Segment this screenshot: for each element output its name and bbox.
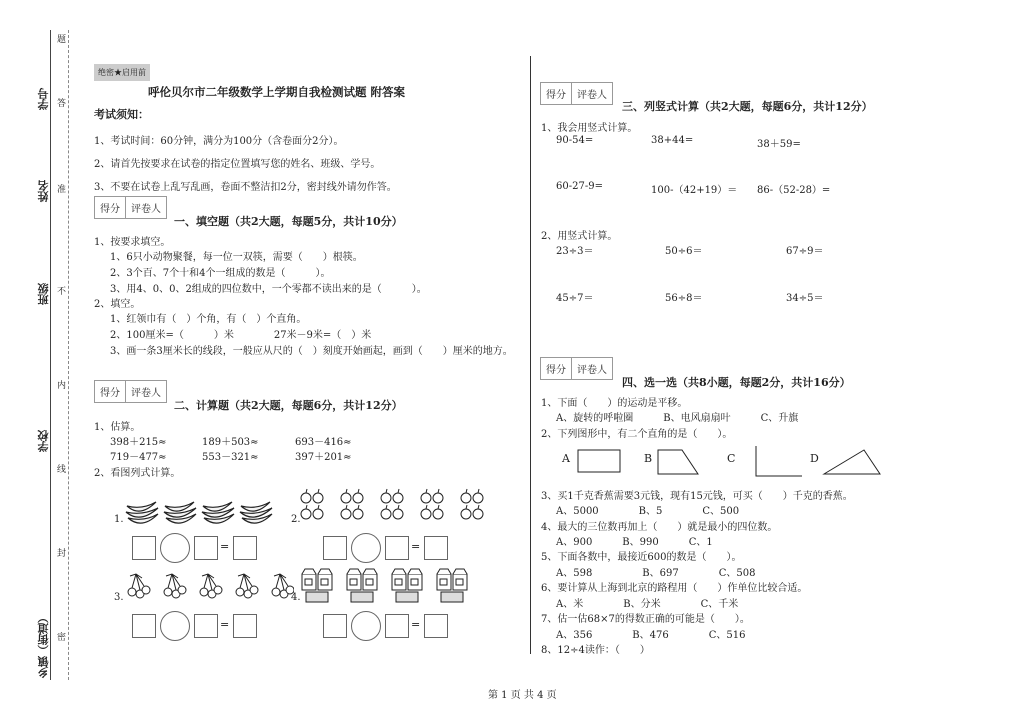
vertical-calc-item: 56÷8＝ <box>665 293 703 304</box>
section3-q1: 1、我会用竖式计算。 <box>541 123 638 134</box>
answer-box[interactable] <box>132 614 156 638</box>
section1-line: 2、3个百、7个十和4个一组成的数是（ ）。 <box>110 268 331 279</box>
notice-title: 考试须知： <box>94 108 149 121</box>
seal-char: 题 <box>55 34 65 43</box>
section1-line: 2、填空。 <box>94 299 141 310</box>
rectangle-shape <box>578 450 620 472</box>
binding-line <box>50 30 51 680</box>
section3-q2: 2、用竖式计算。 <box>541 231 618 242</box>
section3-heading: 三、列竖式计算（共2大题，每题6分，共计12分） <box>622 100 873 113</box>
problem-number: 3. <box>114 592 124 603</box>
section4-line: 8、12÷4读作：（ ） <box>541 645 650 656</box>
section1-line: 1、红领巾有（ ）个角，有（ ）个直角。 <box>110 314 307 325</box>
shapes-picture <box>574 446 884 482</box>
seal-char: 线 <box>55 464 65 473</box>
answer-box[interactable] <box>323 536 347 560</box>
section4-line: A、356 B、476 C、516 <box>556 630 746 641</box>
section4-line: A、米 B、分米 C、千米 <box>556 599 739 610</box>
section1-line: 2、100厘米=（ ）米 27米－9米=（ ）米 <box>110 330 372 341</box>
vertical-calc-item: 38+44= <box>651 135 694 146</box>
cherries-picture <box>122 572 294 606</box>
notice-item: 1、考试时间：60分钟，满分为100分（含卷面分2分）。 <box>94 136 344 147</box>
equals-sign: = <box>411 618 421 631</box>
milk-boxes-picture <box>300 566 478 606</box>
banana-bunches-picture <box>122 494 274 528</box>
answer-box[interactable] <box>194 614 218 638</box>
answer-box[interactable] <box>233 614 257 638</box>
answer-box[interactable] <box>424 536 448 560</box>
section4-heading: 四、选一选（共8小题，每题2分，共计16分） <box>622 376 851 389</box>
answer-box[interactable] <box>385 614 409 638</box>
vertical-calc-item: 38＋59= <box>757 139 801 150</box>
section4-line: 3、买1千克香蕉需要3元钱，现有15元钱，可买（ ）千克的香蕉。 <box>541 491 853 502</box>
section1-line: 3、画一条3厘米长的线段，一般应从尺的（ ）刻度开始画起，画到（ ）厘米的地方。 <box>110 346 513 357</box>
seal-char: 封 <box>55 548 65 557</box>
operator-circle[interactable] <box>160 533 190 563</box>
vertical-calc-item: 86-（52-28）= <box>757 185 831 196</box>
estimate-item: 553－321≈ <box>202 452 259 463</box>
seal-char: 密 <box>55 632 65 641</box>
vertical-calc-item: 50÷6＝ <box>665 246 703 257</box>
answer-box[interactable] <box>385 536 409 560</box>
estimate-item: 398＋215≈ <box>110 437 167 448</box>
section2-heading: 二、计算题（共2大题，每题6分，共计12分） <box>174 399 403 412</box>
equals-sign: = <box>411 540 421 553</box>
section4-line: 6、要计算从上海到北京的路程用（ ）作单位比较合适。 <box>541 583 808 594</box>
section1-line: 1、6只小动物聚餐，每一位一双筷，需要（ ）根筷。 <box>110 252 363 263</box>
vertical-calc-item: 23÷3＝ <box>556 246 594 257</box>
notice-item: 2、请首先按要求在试卷的指定位置填写您的姓名、班级、学号。 <box>94 159 381 170</box>
section4-line: A、旋转的呼啦圈 B、电风扇扇叶 C、升旗 <box>556 413 799 424</box>
seal-char: 答 <box>55 98 65 107</box>
equals-sign: = <box>220 618 230 631</box>
section4-line: A、5000 B、5 C、500 <box>556 506 740 517</box>
score-box: 得分 评卷人 <box>540 82 613 105</box>
answer-box[interactable] <box>194 536 218 560</box>
section2-q1: 1、估算。 <box>94 422 141 433</box>
vertical-calc-item: 67÷9＝ <box>786 246 824 257</box>
problem-number: 2. <box>291 514 301 525</box>
estimate-item: 189＋503≈ <box>202 437 259 448</box>
margin-label-student-id: 学号 <box>37 88 50 110</box>
shape-label: C <box>727 452 736 465</box>
section4-line: 1、下面（ ）的运动是平移。 <box>541 398 688 409</box>
vertical-calc-item: 90-54= <box>556 135 594 146</box>
operator-circle[interactable] <box>351 611 381 641</box>
section1-line: 1、按要求填空。 <box>94 237 171 248</box>
seal-char: 不 <box>55 286 65 295</box>
margin-label-class: 班级 <box>37 283 50 305</box>
section4-line: A、598 B、697 C、508 <box>556 568 756 579</box>
column-divider <box>530 56 531 654</box>
margin-label-name: 姓名 <box>37 180 50 202</box>
shape-label: B <box>644 452 653 465</box>
answer-box[interactable] <box>323 614 347 638</box>
estimate-item: 693－416≈ <box>295 437 352 448</box>
estimate-item: 397＋201≈ <box>295 452 352 463</box>
answer-box[interactable] <box>233 536 257 560</box>
section4-line: 2、下列图形中，有二个直角的是（ ）。 <box>541 429 733 440</box>
margin-label-town: 乡镇（街道） <box>37 612 50 678</box>
section4-line: 7、估一估68×7的得数正确的可能是（ ）。 <box>541 614 750 625</box>
answer-box[interactable] <box>424 614 448 638</box>
answer-box[interactable] <box>132 536 156 560</box>
section4-line: 5、下面各数中，最接近600的数是（ ）。 <box>541 552 742 563</box>
score-box: 得分 评卷人 <box>94 196 167 219</box>
seal-char: 内 <box>55 380 65 389</box>
seal-char: 准 <box>55 184 65 193</box>
triangle-shape <box>824 450 880 474</box>
margin-label-school: 学校 <box>37 430 50 452</box>
right-angle-shape <box>756 446 802 476</box>
section4-line: A、900 B、990 C、1 <box>556 537 713 548</box>
problem-number: 4. <box>291 592 301 603</box>
vertical-calc-item: 60-27-9= <box>556 181 603 192</box>
apples-picture <box>300 486 496 528</box>
estimate-item: 719－477≈ <box>110 452 167 463</box>
vertical-calc-item: 45÷7＝ <box>556 293 594 304</box>
section4-line: 4、最大的三位数再加上（ ）就是最小的四位数。 <box>541 522 778 533</box>
vertical-calc-item: 34÷5＝ <box>786 293 824 304</box>
section2-q2: 2、看图列式计算。 <box>94 468 181 479</box>
operator-circle[interactable] <box>160 611 190 641</box>
shape-label: A <box>562 452 570 465</box>
seal-dashed-line <box>68 30 69 680</box>
page-title: 呼伦贝尔市二年级数学上学期自我检测试题 附答案 <box>148 85 406 99</box>
section1-line: 3、用4、0、0、2组成的四位数中，一个零都不读出来的是（ ）。 <box>110 284 427 295</box>
secret-stamp: 绝密★启用前 <box>94 64 150 81</box>
vertical-calc-item: 100-（42+19）＝ <box>651 185 738 196</box>
operator-circle[interactable] <box>351 533 381 563</box>
problem-number: 1. <box>114 514 124 525</box>
score-box: 得分 评卷人 <box>94 380 167 403</box>
page-number: 第 1 页 共 4 页 <box>488 690 557 701</box>
trapezoid-shape <box>658 450 698 474</box>
notice-item: 3、不要在试卷上乱写乱画，卷面不整洁扣2分，密封线外请勿作答。 <box>94 182 397 193</box>
score-box: 得分 评卷人 <box>540 357 613 380</box>
shape-label: D <box>810 452 819 465</box>
equals-sign: = <box>220 540 230 553</box>
section1-heading: 一、填空题（共2大题，每题5分，共计10分） <box>174 215 403 228</box>
